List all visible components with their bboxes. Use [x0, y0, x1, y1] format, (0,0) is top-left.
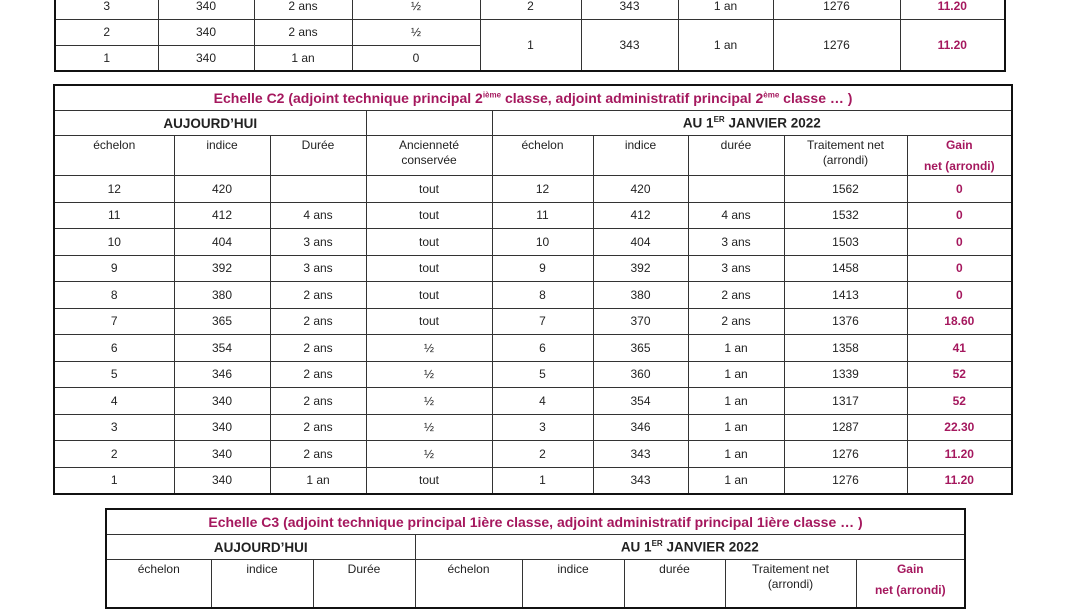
cell-indice: 354 [174, 335, 270, 362]
column-header-row [54, 136, 1012, 176]
cell-anciennete: tout [366, 308, 492, 335]
period-header-row [106, 535, 965, 560]
cell-anciennete: ½ [366, 388, 492, 415]
cell-echelon-new: 7 [492, 308, 593, 335]
c3-title: Echelle C3 (adjoint technique principal 1ière classe, adjoint administratif principal 1ière classe … ) [106, 509, 965, 535]
cell-echelon-new: 8 [492, 282, 593, 309]
cell-indice-new: 404 [593, 229, 688, 256]
table-row [54, 255, 1012, 282]
col-echelon-new: échelon [492, 136, 593, 176]
cell-indice-new: 346 [593, 414, 688, 441]
cell-gain: 11.20 [907, 441, 1012, 468]
cell-gain: 0 [907, 282, 1012, 309]
cell-indice: 392 [174, 255, 270, 282]
cell-indice-new: 360 [593, 361, 688, 388]
col-gain-line2: net (arrondi) [874, 583, 946, 597]
cell-indice: 340 [174, 388, 270, 415]
cell-duree-new: 3 ans [688, 229, 784, 256]
jan-part: JANVIER 2022 [662, 539, 759, 555]
table-row [54, 414, 1012, 441]
table-row [54, 361, 1012, 388]
cell-indice-new: 412 [593, 202, 688, 229]
col-anciennete-line2: conservée [401, 153, 457, 167]
cell-echelon-new: 12 [492, 176, 593, 203]
cell-duree-new: 1 an [688, 335, 784, 362]
col-gain-line2: net (arrondi) [923, 159, 995, 173]
cell-indice-new: 370 [593, 308, 688, 335]
cell-echelon: 9 [54, 255, 174, 282]
cell-duree: 2 ans [270, 388, 366, 415]
cell-duree: 2 ans [270, 441, 366, 468]
cell-indice: 340 [174, 414, 270, 441]
cell-anciennete: 0 [352, 45, 480, 71]
col-indice-new: indice [522, 560, 624, 608]
cell-gain: 22.30 [907, 414, 1012, 441]
col-echelon: échelon [54, 136, 174, 176]
cell-echelon-new: 4 [492, 388, 593, 415]
cell-indice-new: 343 [581, 19, 678, 71]
cell-echelon: 4 [54, 388, 174, 415]
cell-echelon: 2 [54, 441, 174, 468]
header-january-2022 [492, 111, 1012, 136]
cell-echelon-new: 6 [492, 335, 593, 362]
cell-duree: 3 ans [270, 229, 366, 256]
cell-echelon-new: 2 [492, 441, 593, 468]
col-duree: Durée [270, 136, 366, 176]
col-gain-line1: Gain [896, 562, 924, 576]
col-duree-new: durée [624, 560, 725, 608]
c2-body [54, 176, 1012, 495]
cell-duree-new: 2 ans [688, 282, 784, 309]
cell-duree-new: 3 ans [688, 255, 784, 282]
cell-echelon-new: 9 [492, 255, 593, 282]
cell-anciennete: ½ [352, 19, 480, 45]
col-echelon: échelon [106, 560, 211, 608]
cell-anciennete: tout [366, 229, 492, 256]
cell-indice-new: 343 [593, 441, 688, 468]
cell-echelon: 11 [54, 202, 174, 229]
cell-gain: 0 [907, 229, 1012, 256]
cell-duree: 2 ans [270, 282, 366, 309]
table-row [54, 441, 1012, 468]
cell-anciennete: ½ [366, 441, 492, 468]
cell-indice: 340 [158, 0, 254, 19]
cell-net: 1339 [784, 361, 907, 388]
cell-duree-new: 1 an [688, 388, 784, 415]
col-net-line2: (arrondi) [822, 153, 869, 167]
col-net-line1: Traitement net [807, 138, 884, 152]
cell-gain: 41 [907, 335, 1012, 362]
c2-title-sup: ème [763, 90, 780, 100]
echelle-c3-table [105, 508, 966, 609]
period-header-row [54, 111, 1012, 136]
cell-echelon: 1 [55, 45, 158, 71]
cell-indice: 420 [174, 176, 270, 203]
cell-duree: 2 ans [270, 335, 366, 362]
cell-gain: 18.60 [907, 308, 1012, 335]
col-indice: indice [174, 136, 270, 176]
cell-net: 1276 [784, 467, 907, 494]
cell-gain: 11.20 [907, 467, 1012, 494]
cell-anciennete: tout [366, 202, 492, 229]
header-today: AUJOURD’HUI [106, 535, 415, 560]
cell-echelon-new: 1 [492, 467, 593, 494]
cell-anciennete: tout [366, 467, 492, 494]
cell-net: 1503 [784, 229, 907, 256]
cell-net: 1532 [784, 202, 907, 229]
cell-duree-new: 1 an [678, 0, 773, 19]
echelle-c2-table [53, 84, 1013, 495]
cell-indice: 340 [158, 19, 254, 45]
col-echelon-new: échelon [415, 560, 522, 608]
cell-echelon: 8 [54, 282, 174, 309]
header-blank [366, 111, 492, 136]
cell-gain: 0 [907, 176, 1012, 203]
cell-duree: 2 ans [254, 19, 352, 45]
cell-indice: 346 [174, 361, 270, 388]
header-january-2022 [415, 535, 965, 560]
cell-indice: 412 [174, 202, 270, 229]
cell-duree-new: 1 an [678, 19, 773, 71]
cell-duree: 2 ans [254, 0, 352, 19]
cell-net: 1276 [773, 0, 900, 19]
cell-indice-new: 343 [581, 0, 678, 19]
cell-echelon: 3 [54, 414, 174, 441]
cell-echelon: 5 [54, 361, 174, 388]
cell-anciennete: ½ [366, 335, 492, 362]
col-traitement-net [725, 560, 856, 608]
c2-title-part: classe … ) [779, 90, 853, 106]
cell-duree: 1 an [254, 45, 352, 71]
header-today: AUJOURD’HUI [54, 111, 366, 136]
cell-echelon: 3 [55, 0, 158, 19]
table-row [55, 0, 1005, 19]
jan-part: AU 1 [682, 115, 714, 131]
cell-indice: 340 [158, 45, 254, 71]
jan-part: JANVIER 2022 [724, 115, 821, 131]
cell-anciennete: ½ [366, 361, 492, 388]
cell-echelon: 2 [55, 19, 158, 45]
cell-net: 1287 [784, 414, 907, 441]
cell-duree [270, 176, 366, 203]
cell-indice: 404 [174, 229, 270, 256]
c2-title-part: classe, adjoint administratif principal 2 [501, 90, 764, 106]
col-net-line1: Traitement net [752, 562, 829, 576]
cell-duree-new: 1 an [688, 414, 784, 441]
col-duree-new: durée [688, 136, 784, 176]
col-indice-new: indice [593, 136, 688, 176]
cell-net: 1458 [784, 255, 907, 282]
jan-sup: ER [651, 539, 663, 549]
cell-echelon: 10 [54, 229, 174, 256]
cell-duree-new: 1 an [688, 441, 784, 468]
col-anciennete-line1: Ancienneté [398, 138, 460, 152]
col-traitement-net [784, 136, 907, 176]
table-row [54, 308, 1012, 335]
cell-net: 1358 [784, 335, 907, 362]
cell-anciennete: ½ [366, 414, 492, 441]
cell-indice: 340 [174, 441, 270, 468]
cell-echelon-new: 10 [492, 229, 593, 256]
section-title-row [106, 509, 965, 535]
cell-duree-new [688, 176, 784, 203]
cell-gain: 0 [907, 255, 1012, 282]
cell-anciennete: tout [366, 282, 492, 309]
c2-title-sup: ième [482, 90, 502, 100]
cell-echelon-new: 3 [492, 414, 593, 441]
top-salary-table [54, 0, 1006, 72]
col-gain [856, 560, 965, 608]
cell-duree: 3 ans [270, 255, 366, 282]
cell-indice-new: 365 [593, 335, 688, 362]
cell-echelon: 6 [54, 335, 174, 362]
cell-net: 1376 [784, 308, 907, 335]
cell-net: 1413 [784, 282, 907, 309]
cell-indice-new: 343 [593, 467, 688, 494]
cell-duree: 2 ans [270, 414, 366, 441]
cell-indice-new: 380 [593, 282, 688, 309]
cell-gain: 11.20 [900, 0, 1005, 19]
cell-duree: 2 ans [270, 308, 366, 335]
cell-echelon: 1 [54, 467, 174, 494]
cell-net: 1276 [784, 441, 907, 468]
table-row [54, 202, 1012, 229]
cell-indice-new: 392 [593, 255, 688, 282]
cell-gain: 11.20 [900, 19, 1005, 71]
table-row [55, 19, 1005, 45]
table-row [54, 282, 1012, 309]
cell-echelon-new: 11 [492, 202, 593, 229]
cell-anciennete: tout [366, 255, 492, 282]
cell-duree: 1 an [270, 467, 366, 494]
cell-net: 1276 [773, 19, 900, 71]
table-row [54, 176, 1012, 203]
cell-anciennete: ½ [352, 0, 480, 19]
cell-indice: 365 [174, 308, 270, 335]
table-row [54, 467, 1012, 494]
col-net-line2: (arrondi) [767, 577, 814, 591]
cell-echelon-new: 2 [480, 0, 581, 19]
section-title-row [54, 85, 1012, 111]
c2-title [54, 85, 1012, 111]
cell-gain: 52 [907, 388, 1012, 415]
jan-part: AU 1 [620, 539, 652, 555]
cell-duree-new: 2 ans [688, 308, 784, 335]
table-row [54, 229, 1012, 256]
cell-duree-new: 1 an [688, 361, 784, 388]
cell-indice-new: 420 [593, 176, 688, 203]
cell-gain: 52 [907, 361, 1012, 388]
col-indice: indice [211, 560, 313, 608]
cell-echelon: 7 [54, 308, 174, 335]
col-anciennete [366, 136, 492, 176]
cell-echelon-new: 1 [480, 19, 581, 71]
cell-anciennete: tout [366, 176, 492, 203]
cell-duree-new: 4 ans [688, 202, 784, 229]
cell-echelon: 12 [54, 176, 174, 203]
cell-net: 1562 [784, 176, 907, 203]
table-row [54, 335, 1012, 362]
table-row [54, 388, 1012, 415]
col-duree: Durée [313, 560, 415, 608]
cell-duree-new: 1 an [688, 467, 784, 494]
cell-indice: 380 [174, 282, 270, 309]
column-header-row [106, 560, 965, 608]
cell-gain: 0 [907, 202, 1012, 229]
cell-echelon-new: 5 [492, 361, 593, 388]
col-gain-line1: Gain [945, 138, 973, 152]
cell-duree: 4 ans [270, 202, 366, 229]
col-gain [907, 136, 1012, 176]
jan-sup: ER [713, 115, 725, 125]
c2-title-part: Echelle C2 (adjoint technique principal 2 [213, 90, 483, 106]
cell-duree: 2 ans [270, 361, 366, 388]
cell-indice: 340 [174, 467, 270, 494]
cell-indice-new: 354 [593, 388, 688, 415]
cell-net: 1317 [784, 388, 907, 415]
